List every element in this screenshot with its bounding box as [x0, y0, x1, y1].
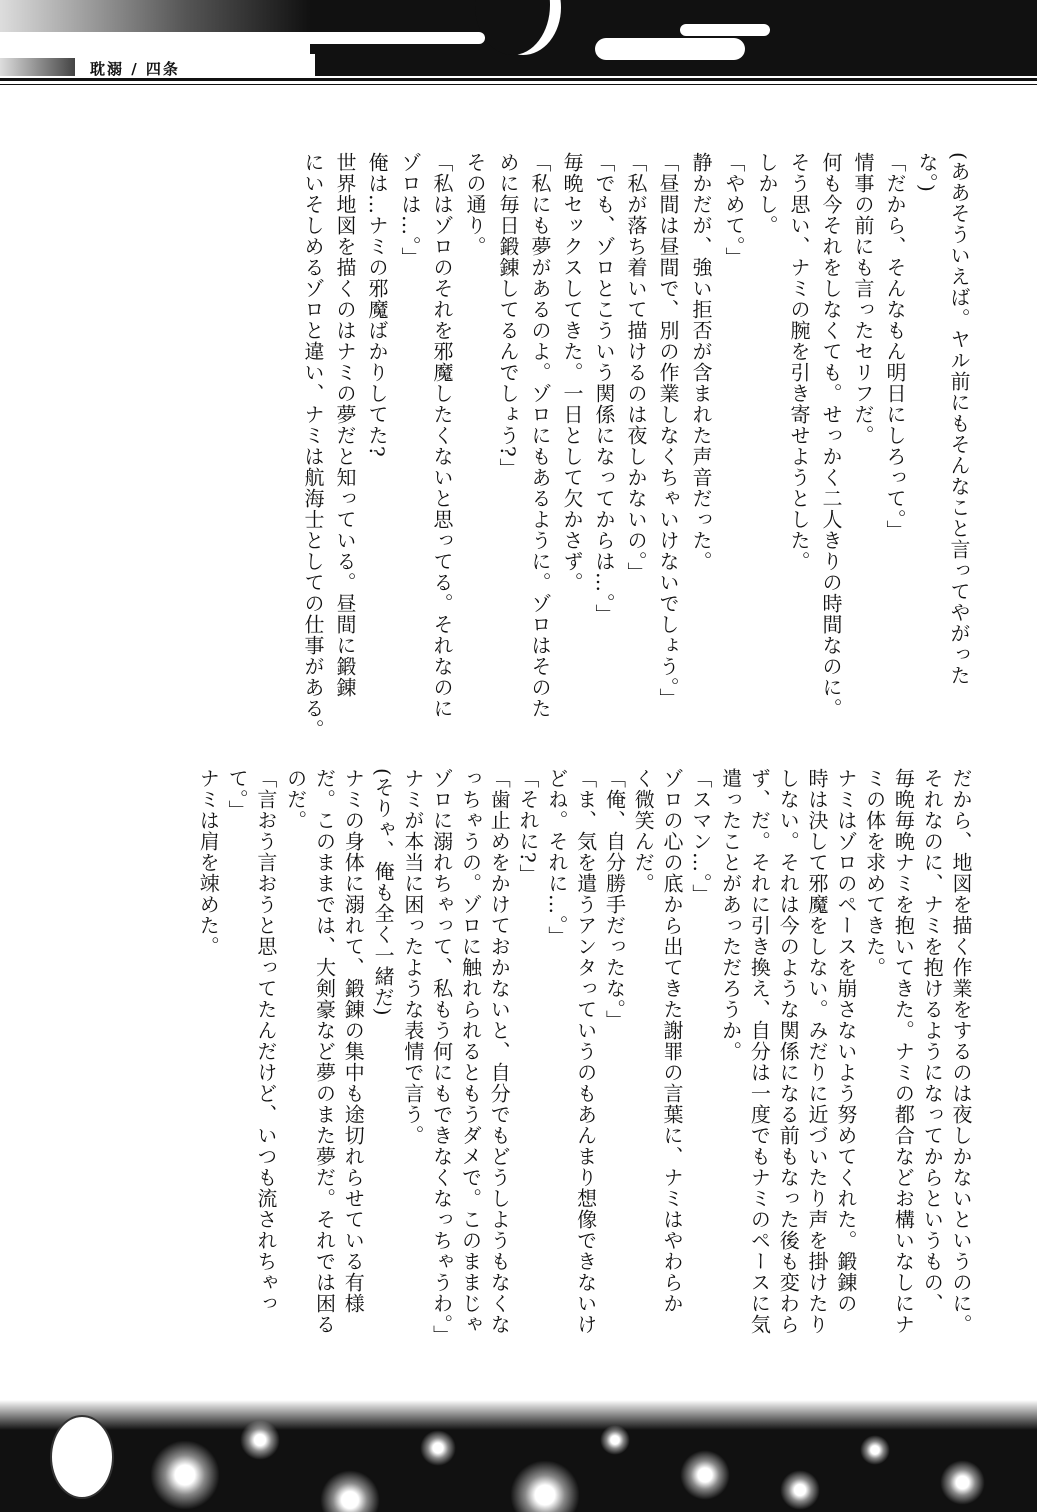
- cloud-shape: [595, 38, 745, 60]
- text-block-top: [297, 152, 975, 752]
- bokeh-dot: [510, 1460, 580, 1512]
- text-column: しない。それは今のような関係になる前もなった後も変わら: [776, 768, 801, 1335]
- text-column: ナミはゾロのペースを崩さないよう努めてくれた。鍛錬の: [833, 768, 858, 1314]
- footer-decoration: [0, 1400, 1037, 1512]
- text-column: [280, 768, 281, 1388]
- text-column: ナミが本当に困ったような表情で言う。: [400, 768, 425, 1146]
- text-column: 時は決して邪魔をしない。みだりに近づいたり声を掛けたり: [805, 768, 830, 1335]
- text-column: だ。このままでは、大剣豪など夢のまた夢だ。それでは困る: [312, 768, 337, 1335]
- header-gradient-small: [0, 58, 75, 76]
- text-column: 静かだが、強い拒否が含まれた声音だった。: [689, 152, 713, 572]
- bokeh-dot: [680, 1450, 730, 1500]
- text-column: 遣ったことがあっただろうか。: [718, 768, 743, 1062]
- cloud-shape: [310, 32, 485, 44]
- text-column: ゾロの心の底から出てきた謝罪の言葉に、ナミはやわらか: [660, 768, 685, 1314]
- text-column: (ああそういえば。ヤル前にもそんなこと言ってやがった: [947, 152, 971, 686]
- text-column: 「それに?」: [516, 768, 541, 885]
- text-column: ゾロは…。」: [398, 152, 422, 268]
- text-column: にいそしめるゾロと違い、ナミは航海士としての仕事がある。: [301, 152, 325, 740]
- text-column: めに毎日鍛錬してるんでしょう?」: [496, 152, 520, 479]
- text-column: だから、地図を描く作業をするのは夜しかないというのに。: [949, 768, 973, 1335]
- bokeh-dot: [860, 1435, 890, 1465]
- text-column: 「でも、ゾロとこういう関係になってからは…。」: [592, 152, 616, 625]
- text-column: ず、だ。それに引き換え、自分は一度でもナミのペースに気: [747, 768, 772, 1335]
- text-column: 「私にも夢があるのよ。ゾロにもあるように。ゾロはそのた: [528, 152, 552, 719]
- text-column: 「俺、自分勝手だったな。」: [602, 768, 627, 1031]
- text-column: 「私が落ち着いて描けるのは夜しかないの。」: [624, 152, 648, 583]
- text-column: しかし。: [755, 152, 779, 236]
- text-column: ゾロに溺れちゃって、私もう何にもできなくなっちゃうわ。」: [429, 768, 454, 1346]
- text-column: 「やめて。」: [722, 152, 746, 268]
- text-column: それなのに、ナミを抱けるようになってからというもの、: [920, 768, 945, 1314]
- bokeh-dot: [150, 1440, 220, 1510]
- text-column: [750, 152, 751, 752]
- bokeh-dot: [940, 1460, 985, 1505]
- text-column: どね。それに…。」: [544, 768, 569, 947]
- text-column: 毎晩セックスしてきた。一日として欠かさず。: [560, 152, 584, 593]
- bokeh-dot: [780, 1470, 820, 1510]
- bokeh-dot: [320, 1470, 380, 1512]
- text-column: 「昼間は昼間で、別の作業しなくちゃいけないでしょう。」: [656, 152, 680, 709]
- text-column: く微笑んだ。: [631, 768, 656, 894]
- text-column: 「だから、そんなもん明日にしろって。」: [883, 152, 907, 541]
- text-column: て。」: [225, 768, 250, 821]
- text-column: 「ま、気を遣うアンタっていうのもあんまり想像できないけ: [573, 768, 598, 1335]
- text-column: その通り。: [463, 152, 487, 257]
- text-column: 「スマン…。」: [688, 768, 713, 905]
- text-column: (そりゃ、俺も全く一緒だ): [371, 768, 396, 1017]
- text-column: ナミの身体に溺れて、鍛錬の集中も途切れらせている有様: [341, 768, 366, 1314]
- text-column: 情事の前にも言ったセリフだ。: [851, 152, 875, 446]
- bokeh-dot: [420, 1430, 456, 1466]
- text-column: っちゃうの。ゾロに触れられるともうダメで。このままじゃ: [458, 768, 483, 1335]
- text-column: のだ。: [283, 768, 308, 831]
- text-column: 世界地図を描くのはナミの夢だと知っている。昼間に鍛錬: [333, 152, 357, 698]
- text-column: そう思い、ナミの腕を引き寄せようとした。: [787, 152, 811, 572]
- header-band: [310, 0, 1037, 76]
- text-column: な。): [915, 152, 939, 193]
- header-rule-thin: [0, 84, 1037, 85]
- text-column: 「言おう言おうと思ってたんだけど、いつも流されちゃっ: [253, 768, 278, 1314]
- emblem-icon: [50, 1415, 114, 1499]
- text-column: 「歯止めをかけておかないと、自分でもどうしようもなくな: [487, 768, 512, 1335]
- cloud-shape: [680, 24, 770, 36]
- footer-fade: [0, 1400, 1037, 1430]
- page-header-title: 耽溺 / 四条: [90, 60, 180, 78]
- header-gradient: [0, 0, 310, 32]
- text-column: ナミは肩を竦めた。: [196, 768, 221, 957]
- text-block-bottom: [193, 768, 975, 1388]
- text-column: 俺は…ナミの邪魔ばかりしてた?: [365, 152, 389, 458]
- text-column: 「私はゾロのそれを邪魔したくないと思ってる。それなのに: [430, 152, 454, 719]
- text-column: ミの体を求めてきた。: [862, 768, 887, 978]
- text-column: 毎晩毎晩ナミを抱いてきた。ナミの都合などお構いなしにナ: [891, 768, 916, 1335]
- text-column: 何も今それをしなくても。せっかく二人きりの時間なのに。: [819, 152, 843, 719]
